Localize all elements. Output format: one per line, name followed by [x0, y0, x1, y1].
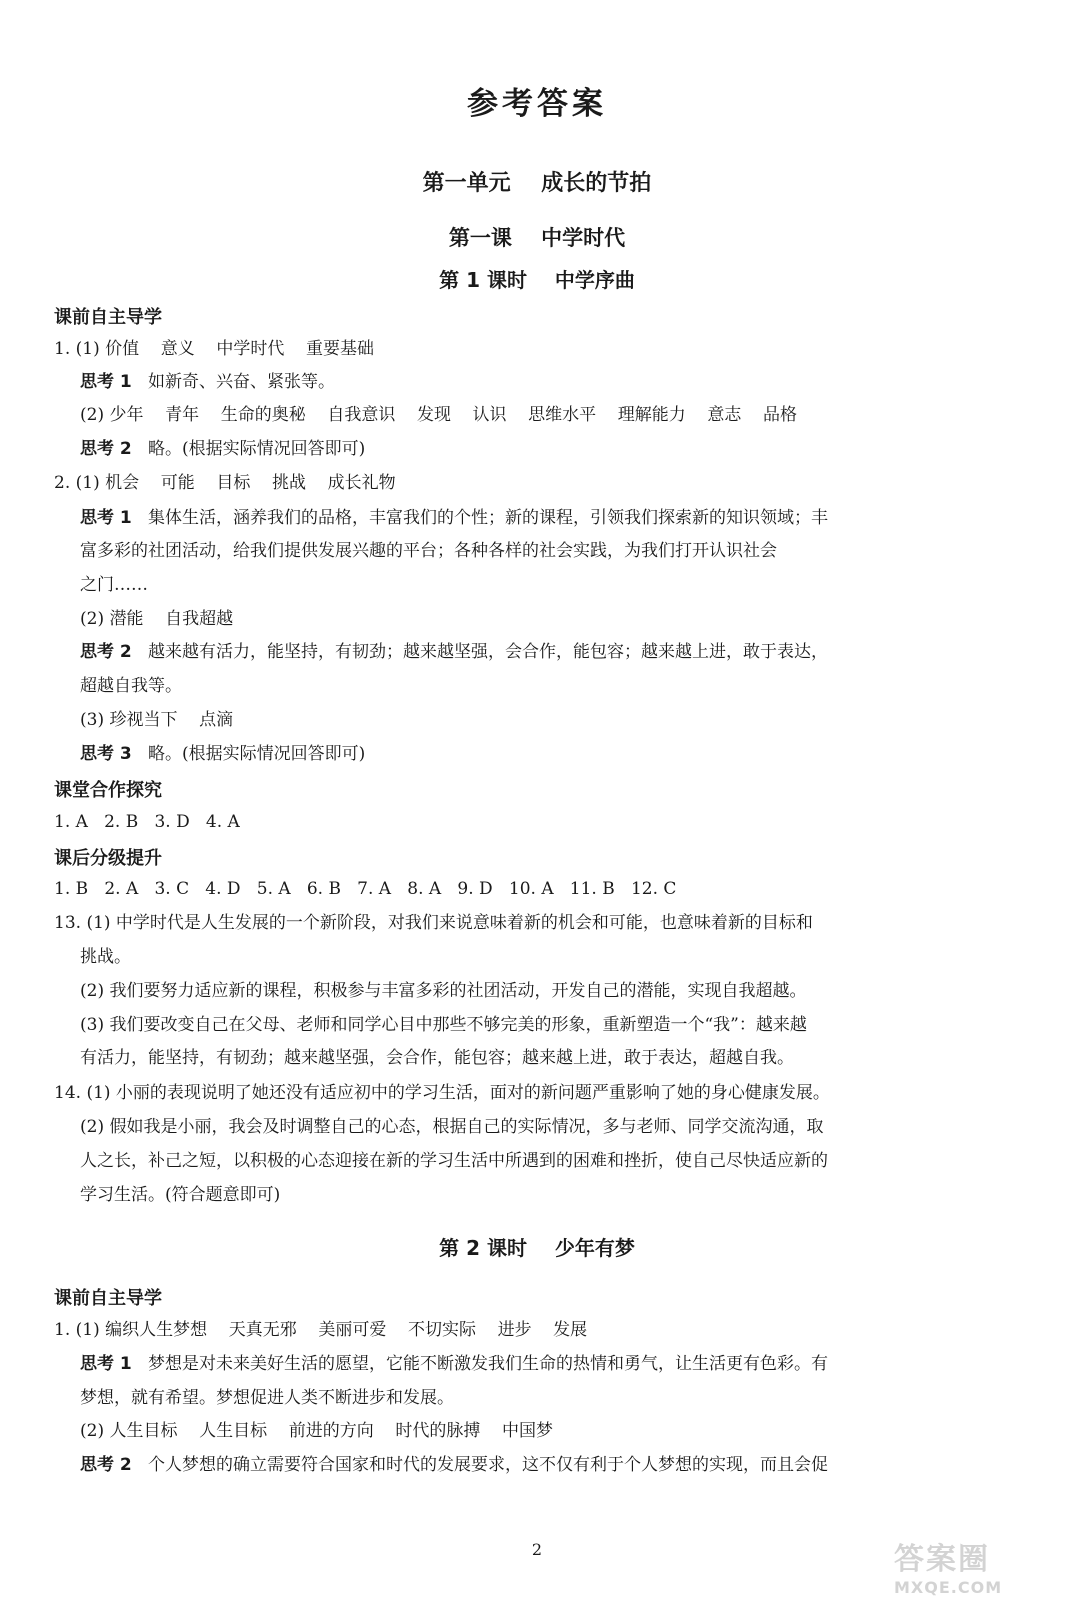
answer-line: (2) 潜能 自我超越: [80, 609, 234, 629]
answer-line: 14. (1) 小丽的表现说明了她还没有适应初中的学习生活，面对的新问题严重影响了她的身心健康发展。: [54, 1083, 830, 1103]
answer-line: 1. (1) 编织人生梦想 天真无邪 美丽可爱 不切实际 进步 发展: [54, 1320, 588, 1340]
answer-line: 人之长，补己之短，以积极的心态迎接在新的学习生活中所遇到的困难和挫折，使自己尽快适应新的: [80, 1151, 828, 1171]
lesson-title: 第一课 中学时代: [448, 226, 626, 250]
section-heading-class-explore: 课堂合作探究: [54, 780, 162, 801]
answer-line: (2) 人生目标 人生目标 前进的方向 时代的脉搏 中国梦: [80, 1421, 553, 1441]
answer-line: 13. (1) 中学时代是人生发展的一个新阶段，对我们来说意味着新的机会和可能，也意味着新的目标和: [54, 913, 813, 933]
think-label: 思考 2: [80, 642, 132, 662]
section-heading-pre-study: 课前自主导学: [54, 307, 162, 328]
answer-text: 梦想是对未来美好生活的愿望，它能不断激发我们生命的热情和勇气，让生活更有色彩。有: [131, 1354, 828, 1374]
think-label: 思考 1: [80, 1354, 132, 1374]
answer-line: [80, 506, 828, 530]
think-label: 思考 1: [80, 508, 132, 528]
answer-text: 越来越有活力，能坚持，有韧劲；越来越坚强，会合作，能包容；越来越上进，敢于表达，: [131, 642, 828, 662]
answer-line: 1. B 2. A 3. C 4. D 5. A 6. B 7. A 8. A 9. D 10. A 11. B 12. C: [54, 879, 677, 899]
watermark-logo: [894, 1534, 1054, 1597]
section-heading-after-class: 课后分级提升: [54, 848, 162, 869]
answer-line: 之门……: [80, 575, 148, 595]
answer-line: (2) 假如我是小丽，我会及时调整自己的心态，根据自己的实际情况，多与老师、同学交流沟通，取: [80, 1117, 824, 1137]
answer-line: 富多彩的社团活动，给我们提供发展兴趣的平台；各种各样的社会实践，为我们打开认识社会: [80, 541, 777, 561]
think-label: 思考 2: [80, 439, 132, 459]
answer-text: 如新奇、兴奋、紧张等。: [131, 372, 335, 392]
answer-line: [80, 640, 828, 664]
answer-line: 学习生活。(符合题意即可): [80, 1185, 281, 1205]
answer-line: [80, 1352, 828, 1376]
answer-line: 1. A 2. B 3. D 4. A: [54, 812, 240, 832]
think-label: 思考 3: [80, 744, 132, 764]
unit-title: 第一单元 成长的节拍: [422, 171, 652, 196]
answer-line: (3) 我们要改变自己在父母、老师和同学心目中那些不够完美的形象，重新塑造一个“我”：越来越: [80, 1015, 807, 1035]
answer-line: 1. (1) 价值 意义 中学时代 重要基础: [54, 339, 374, 359]
answer-line: (2) 少年 青年 生命的奥秘 自我意识 发现 认识 思维水平 理解能力 意志 品格: [80, 405, 798, 425]
answer-line: [80, 1453, 828, 1477]
section-heading-pre-study-2: 课前自主导学: [54, 1288, 162, 1309]
watermark-top: 答案圈: [894, 1542, 990, 1577]
watermark-bottom: MXQE.COM: [894, 1578, 1003, 1597]
answer-line: (2) 我们要努力适应新的课程，积极参与丰富多彩的社团活动，开发自己的潜能，实现自我超越。: [80, 981, 807, 1001]
think-label: 思考 1: [80, 372, 132, 392]
period-title-2: 第 2 课时 少年有梦: [439, 1236, 635, 1260]
answer-line: (3) 珍视当下 点滴: [80, 710, 234, 730]
answer-line: 挑战。: [80, 947, 131, 967]
think-label: 思考 2: [80, 1455, 132, 1475]
answer-line: 2. (1) 机会 可能 目标 挑战 成长礼物: [54, 473, 396, 493]
period-title-1: 第 1 课时 中学序曲: [439, 268, 635, 292]
answer-line: [80, 437, 365, 461]
answer-line: 梦想，就有希望。梦想促进人类不断进步和发展。: [80, 1388, 454, 1408]
answer-line: [80, 370, 335, 394]
answer-text: 略。(根据实际情况回答即可): [131, 439, 366, 459]
answer-text: 略。(根据实际情况回答即可): [131, 744, 366, 764]
page-number: 2: [531, 1540, 543, 1559]
answer-line: 有活力，能坚持，有韧劲；越来越坚强，会合作，能包容；越来越上进，敢于表达，超越自我。: [80, 1048, 794, 1068]
answer-line: 超越自我等。: [80, 676, 182, 696]
answer-text: 个人梦想的确立需要符合国家和时代的发展要求，这不仅有利于个人梦想的实现，而且会促: [131, 1455, 828, 1475]
answer-line: [80, 742, 365, 766]
answer-text: 集体生活，涵养我们的品格，丰富我们的个性；新的课程，引领我们探索新的知识领域；丰: [131, 508, 828, 528]
page-title: 参考答案: [467, 86, 607, 122]
